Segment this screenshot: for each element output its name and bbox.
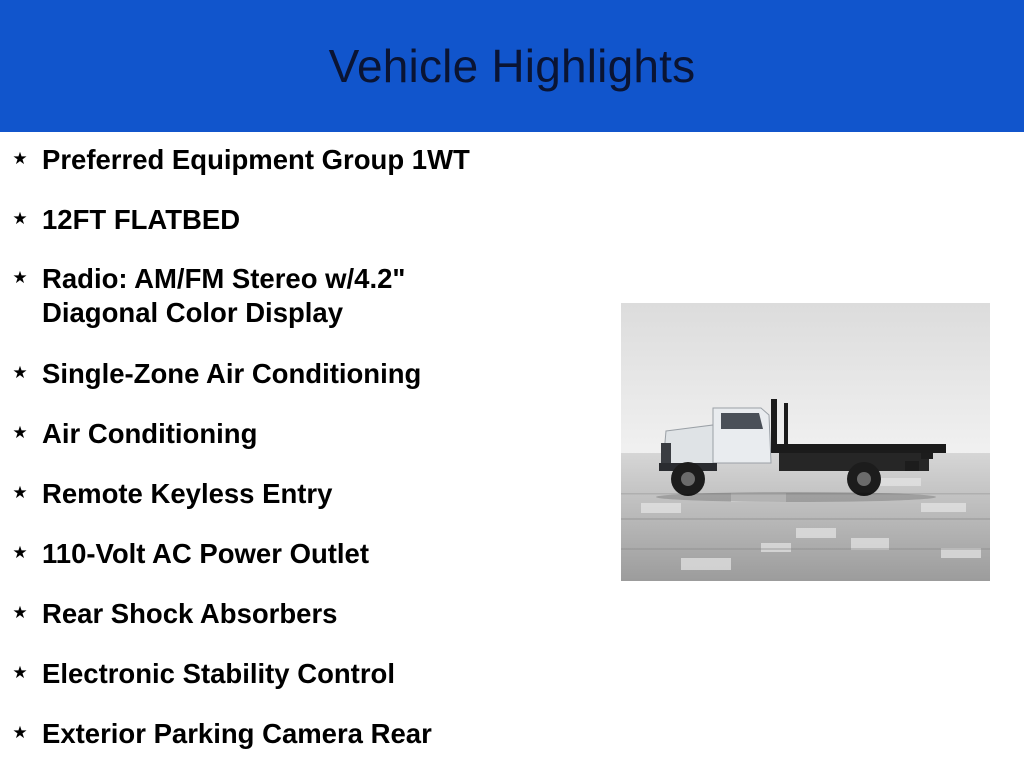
list-item — [0, 420, 590, 451]
star-icon: ★ — [12, 149, 28, 168]
list-item — [0, 540, 590, 571]
feature-label: Single-Zone Air Conditioning — [42, 358, 422, 389]
list-item — [0, 480, 590, 511]
feature-label: Exterior Parking Camera Rear — [42, 718, 432, 749]
white-flatbed-truck-icon — [621, 303, 990, 581]
feature-label: Radio: AM/FM Stereo w/4.2" Diagonal Color Display — [42, 263, 406, 328]
feature-label: Air Conditioning — [42, 418, 258, 449]
star-icon: ★ — [12, 723, 28, 742]
feature-label: Remote Keyless Entry — [42, 478, 333, 509]
star-icon: ★ — [12, 603, 28, 622]
star-icon: ★ — [12, 423, 28, 442]
list-item — [0, 265, 590, 330]
list-item — [0, 600, 590, 631]
vehicle-photo — [621, 303, 990, 581]
star-icon: ★ — [12, 543, 28, 562]
list-item — [0, 720, 590, 751]
star-icon: ★ — [12, 663, 28, 682]
page-title: Vehicle Highlights — [328, 40, 696, 92]
feature-label: Rear Shock Absorbers — [42, 598, 338, 629]
header-banner — [0, 0, 1024, 132]
star-icon: ★ — [12, 363, 28, 382]
list-item — [0, 206, 590, 237]
list-item — [0, 360, 590, 391]
feature-label: Preferred Equipment Group 1WT — [42, 144, 470, 175]
feature-label: Electronic Stability Control — [42, 658, 395, 689]
list-item — [0, 146, 590, 177]
star-icon: ★ — [12, 209, 28, 228]
feature-label: 12FT FLATBED — [42, 204, 241, 235]
star-icon: ★ — [12, 268, 28, 287]
list-item — [0, 660, 590, 691]
feature-label: 110-Volt AC Power Outlet — [42, 538, 370, 569]
star-icon: ★ — [12, 483, 28, 502]
